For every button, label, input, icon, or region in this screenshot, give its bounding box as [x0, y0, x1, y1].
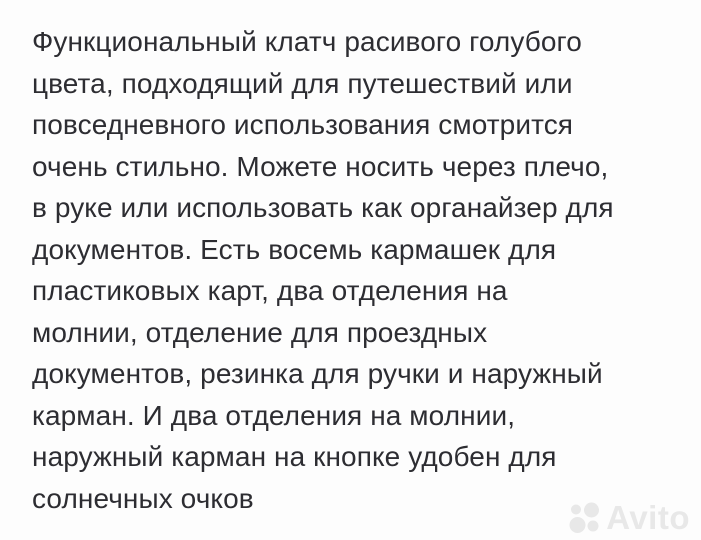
description-line: документов, резинка для ручки и наружный [32, 358, 603, 389]
description-line: Функциональный клатч расивого голубого [32, 26, 582, 57]
avito-watermark-label: Avito [606, 499, 690, 536]
description-line: повседневного использования смотрится [32, 109, 574, 140]
description-line: очень стильно. Можете носить через плечо, [32, 150, 609, 182]
description-line: цвета, подходящий для путешествий или [32, 67, 573, 99]
description-line: наружный карман на кнопке удобен для [32, 441, 557, 472]
description-line: молнии, отделение для проездных [32, 316, 488, 348]
description-line: карман. И два отделения на молнии, [32, 399, 516, 431]
listing-description-text [32, 21, 685, 519]
description-line: солнечных очков [32, 482, 254, 514]
description-line: в руке или использовать как органайзер для [32, 192, 614, 223]
description-line: пластиковых карт, два отделения на [32, 275, 508, 306]
description-line: документов. Есть восемь кармашек для [32, 233, 557, 265]
